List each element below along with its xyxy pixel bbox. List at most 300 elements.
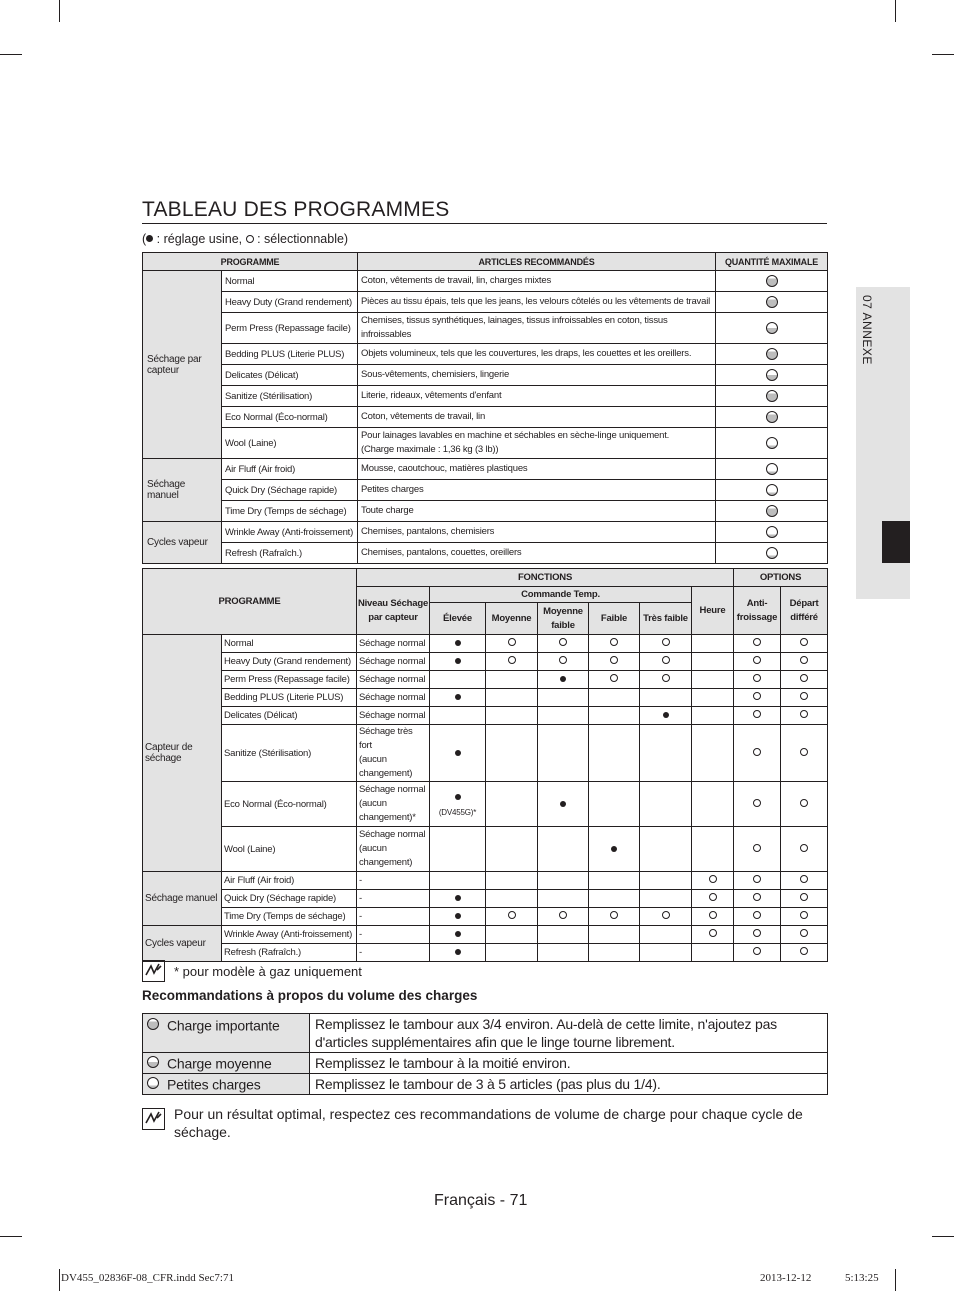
- function-cell: [692, 890, 734, 908]
- function-cell: [538, 944, 589, 962]
- max-quantity: [716, 480, 828, 501]
- dry-level: Séchage normal (aucun changement)*: [357, 782, 430, 827]
- program-name: Time Dry (Temps de séchage): [222, 501, 358, 522]
- note-pencil-icon: [142, 960, 165, 982]
- function-cell: [589, 725, 640, 782]
- recommended-articles: Chemises, pantalons, chemisiers: [358, 522, 716, 543]
- selectable-icon: [753, 893, 761, 901]
- program-name: Air Fluff (Air froid): [222, 872, 357, 890]
- load-description: Remplissez le tambour de 3 à 5 articles (pas plus du 1/4).: [310, 1074, 828, 1095]
- recommended-articles: Toute charge: [358, 501, 716, 522]
- function-cell: [430, 725, 486, 782]
- dry-level: -: [357, 908, 430, 926]
- program-name: Normal: [222, 635, 357, 653]
- dry-level: Séchage très fort (aucun changement): [357, 725, 430, 782]
- selectable-icon: [610, 911, 618, 919]
- program-group-label: Séchage manuel: [143, 872, 222, 926]
- page-number: Français - 71: [434, 1192, 528, 1209]
- selectable-icon: [753, 692, 761, 700]
- program-name: Perm Press (Repassage facile): [222, 671, 357, 689]
- column-header: QUANTITÉ MAXIMALE: [716, 253, 828, 271]
- function-cell: [589, 653, 640, 671]
- crop-mark: [59, 1269, 60, 1291]
- function-row: [143, 944, 828, 962]
- footer-time: 5:13:25: [845, 1272, 879, 1284]
- selectable-icon: [800, 875, 808, 883]
- max-quantity: [716, 292, 828, 313]
- function-cell: [781, 872, 828, 890]
- load-description: Remplissez le tambour aux 3/4 environ. Au-delà de cette limite, n'ajoutez pas d'articles supplémentaires afin que le linge tourne librement.: [310, 1014, 828, 1053]
- program-name: Normal: [222, 271, 358, 292]
- load-volume-table: [142, 1013, 828, 1095]
- factory-setting-icon: [455, 694, 461, 700]
- footer-date: 2013-12-12: [760, 1272, 812, 1284]
- function-cell: [781, 782, 828, 827]
- load-full-icon: [766, 505, 778, 517]
- title-divider: [142, 223, 827, 224]
- function-cell: [589, 782, 640, 827]
- column-header: Commande Temp.: [430, 587, 692, 603]
- program-row: [143, 501, 828, 522]
- program-articles-table: [142, 252, 828, 564]
- function-row: [143, 926, 828, 944]
- load-row: [143, 1014, 828, 1053]
- load-row: [143, 1053, 828, 1074]
- selectable-icon: [800, 656, 808, 664]
- recommended-articles: Sous-vêtements, chemisiers, lingerie: [358, 365, 716, 386]
- column-header: OPTIONS: [734, 569, 828, 587]
- function-cell: [538, 908, 589, 926]
- selectable-icon: [559, 656, 567, 664]
- program-name: Refresh (Rafraîch.): [222, 944, 357, 962]
- function-cell: [589, 944, 640, 962]
- function-cell: [692, 707, 734, 725]
- column-header: PROGRAMME: [143, 569, 357, 635]
- selectable-icon: [709, 929, 717, 937]
- program-name: Time Dry (Temps de séchage): [222, 908, 357, 926]
- dry-level: Séchage normal: [357, 707, 430, 725]
- dry-level: Séchage normal: [357, 671, 430, 689]
- selectable-icon: [800, 748, 808, 756]
- function-cell: [538, 827, 589, 872]
- column-header: Niveau Séchage par capteur: [357, 587, 430, 635]
- section-tab-label: 07 ANNEXE: [860, 295, 874, 365]
- function-cell: [781, 635, 828, 653]
- program-row: [143, 522, 828, 543]
- crop-mark: [895, 1269, 896, 1291]
- function-cell: [692, 653, 734, 671]
- program-name: Delicates (Délicat): [222, 707, 357, 725]
- section-tab-marker: [882, 521, 910, 563]
- symbol-legend: ( : réglage usine, : sélectionnable): [142, 232, 349, 246]
- function-cell: [589, 707, 640, 725]
- function-cell: [734, 635, 781, 653]
- program-name: Eco Normal (Éco-normal): [222, 782, 357, 827]
- recommended-articles: Petites charges: [358, 480, 716, 501]
- function-cell: [430, 827, 486, 872]
- function-cell: [486, 689, 538, 707]
- program-name: Perm Press (Repassage facile): [222, 313, 358, 344]
- function-cell: [734, 653, 781, 671]
- function-cell: [538, 671, 589, 689]
- load-half-icon: [766, 369, 778, 381]
- factory-setting-icon: [611, 846, 617, 852]
- program-group-label: Séchage manuel: [143, 459, 222, 522]
- program-row: [143, 313, 828, 344]
- dry-level: -: [357, 872, 430, 890]
- column-header: Départ différé: [781, 587, 828, 635]
- selectable-icon: [753, 710, 761, 718]
- function-cell: [734, 890, 781, 908]
- load-full-icon: [766, 411, 778, 423]
- program-name: Bedding PLUS (Literie PLUS): [222, 344, 358, 365]
- selectable-icon: [709, 875, 717, 883]
- function-cell: [692, 908, 734, 926]
- recommended-articles: Literie, rideaux, vêtements d'enfant: [358, 386, 716, 407]
- selectable-icon: [559, 911, 567, 919]
- program-name: Quick Dry (Séchage rapide): [222, 480, 358, 501]
- function-cell: [640, 782, 692, 827]
- function-cell: [734, 782, 781, 827]
- program-name: Air Fluff (Air froid): [222, 459, 358, 480]
- program-name: Wool (Laine): [222, 428, 358, 459]
- function-cell: [692, 782, 734, 827]
- selectable-icon: [753, 947, 761, 955]
- program-group-label: Séchage par capteur: [143, 271, 222, 459]
- load-small-icon: [766, 484, 778, 496]
- function-cell: [640, 827, 692, 872]
- crop-mark: [0, 54, 22, 55]
- function-cell: [734, 944, 781, 962]
- program-row: [143, 407, 828, 428]
- function-cell: [589, 689, 640, 707]
- program-name: Wool (Laine): [222, 827, 357, 872]
- function-cell: [486, 926, 538, 944]
- program-name: Wrinkle Away (Anti-froissement): [222, 926, 357, 944]
- selectable-icon: [753, 875, 761, 883]
- function-cell: [538, 926, 589, 944]
- function-row: [143, 890, 828, 908]
- factory-setting-icon: [455, 895, 461, 901]
- recommended-articles: Coton, vêtements de travail, lin: [358, 407, 716, 428]
- function-cell: [734, 926, 781, 944]
- selectable-icon: [662, 638, 670, 646]
- selectable-icon: [753, 929, 761, 937]
- function-cell: [430, 890, 486, 908]
- function-cell: [486, 944, 538, 962]
- load-small-icon: [766, 547, 778, 559]
- footer-file: DV455_02836F-08_CFR.indd Sec7:71: [61, 1272, 234, 1284]
- function-cell: [640, 908, 692, 926]
- model-note: (DV455G)*: [438, 807, 477, 817]
- function-cell: [538, 653, 589, 671]
- function-cell: [781, 725, 828, 782]
- factory-setting-icon: [560, 676, 566, 682]
- function-cell: [692, 872, 734, 890]
- function-cell: [486, 671, 538, 689]
- load-small-icon: [766, 463, 778, 475]
- load-label: Charge importante: [143, 1014, 310, 1053]
- program-row: [143, 365, 828, 386]
- recommended-articles: Pour lainages lavables en machine et séchables en sèche-linge uniquement. (Charge maximale : 1,36 kg (3 lb)): [358, 428, 716, 459]
- selectable-icon: [246, 235, 254, 243]
- function-cell: [781, 707, 828, 725]
- function-cell: [734, 689, 781, 707]
- function-cell: [538, 689, 589, 707]
- program-name: Heavy Duty (Grand rendement): [222, 653, 357, 671]
- section-tab: [856, 287, 910, 599]
- max-quantity: [716, 365, 828, 386]
- function-cell: [640, 689, 692, 707]
- selectable-icon: [800, 710, 808, 718]
- function-cell: [781, 944, 828, 962]
- selectable-icon: [753, 656, 761, 664]
- column-header: Anti-froissage: [734, 587, 781, 635]
- load-small-icon: [766, 526, 778, 538]
- program-name: Heavy Duty (Grand rendement): [222, 292, 358, 313]
- max-quantity: [716, 459, 828, 480]
- function-cell: [589, 872, 640, 890]
- selectable-icon: [508, 638, 516, 646]
- dry-level: Séchage normal: [357, 689, 430, 707]
- function-cell: [430, 635, 486, 653]
- selectable-icon: [508, 656, 516, 664]
- optimal-result-note: Pour un résultat optimal, respectez ces recommandations de volume de charge pour chaque cycle de séchage.: [174, 1106, 803, 1140]
- dry-level: -: [357, 890, 430, 908]
- column-header: Moyenne faible: [538, 603, 589, 635]
- function-cell: [640, 707, 692, 725]
- selectable-icon: [800, 893, 808, 901]
- dry-level: Séchage normal (aucun changement): [357, 827, 430, 872]
- function-row: [143, 707, 828, 725]
- program-row: [143, 428, 828, 459]
- max-quantity: [716, 501, 828, 522]
- function-cell: [781, 908, 828, 926]
- function-cell: [430, 872, 486, 890]
- recommended-articles: Mousse, caoutchouc, matières plastiques: [358, 459, 716, 480]
- factory-setting-icon: [455, 658, 461, 664]
- program-name: Eco Normal (Éco-normal): [222, 407, 358, 428]
- program-name: Sanitize (Stérilisation): [222, 386, 358, 407]
- function-cell: [734, 908, 781, 926]
- column-header: Heure: [692, 587, 734, 635]
- column-header: FONCTIONS: [357, 569, 734, 587]
- load-label: Charge moyenne: [143, 1053, 310, 1074]
- function-row: [143, 689, 828, 707]
- recommended-articles: Objets volumineux, tels que les couvertures, les draps, les couettes et les oreillers.: [358, 344, 716, 365]
- program-row: [143, 480, 828, 501]
- dry-level: -: [357, 926, 430, 944]
- program-row: [143, 543, 828, 564]
- function-row: [143, 653, 828, 671]
- load-row: [143, 1074, 828, 1095]
- program-row: [143, 344, 828, 365]
- function-cell: [486, 782, 538, 827]
- function-cell: [781, 827, 828, 872]
- selectable-icon: [709, 911, 717, 919]
- function-cell: [486, 872, 538, 890]
- function-cell: [589, 671, 640, 689]
- program-row: [143, 271, 828, 292]
- function-cell: [640, 635, 692, 653]
- max-quantity: [716, 543, 828, 564]
- selectable-icon: [610, 656, 618, 664]
- function-cell: [734, 725, 781, 782]
- function-cell: [589, 827, 640, 872]
- function-cell: [486, 827, 538, 872]
- dry-level: -: [357, 944, 430, 962]
- selectable-icon: [753, 799, 761, 807]
- program-row: [143, 459, 828, 480]
- function-cell: [781, 671, 828, 689]
- load-half-icon: [766, 322, 778, 334]
- column-header: Très faible: [640, 603, 692, 635]
- function-cell: [781, 689, 828, 707]
- function-cell: [734, 872, 781, 890]
- function-cell: [430, 671, 486, 689]
- selectable-icon: [800, 799, 808, 807]
- recommended-articles: Pièces au tissu épais, tels que les jeans, les velours côtelés ou les vêtements de travail: [358, 292, 716, 313]
- factory-setting-icon: [455, 794, 461, 800]
- load-full-icon: [766, 296, 778, 308]
- load-small-icon: [147, 1077, 159, 1089]
- program-row: [143, 292, 828, 313]
- selectable-icon: [753, 844, 761, 852]
- program-group-label: Cycles vapeur: [143, 522, 222, 564]
- function-cell: [734, 671, 781, 689]
- factory-setting-icon: [560, 801, 566, 807]
- function-cell: [430, 782, 486, 827]
- column-header: PROGRAMME: [143, 253, 358, 271]
- selectable-icon: [753, 674, 761, 682]
- dry-level: Séchage normal: [357, 653, 430, 671]
- selectable-icon: [800, 638, 808, 646]
- gas-model-note: * pour modèle à gaz uniquement: [174, 964, 362, 979]
- function-cell: [538, 635, 589, 653]
- function-cell: [692, 827, 734, 872]
- selectable-icon: [662, 674, 670, 682]
- function-cell: [781, 890, 828, 908]
- function-cell: [589, 908, 640, 926]
- function-row: [143, 827, 828, 872]
- selectable-icon: [508, 911, 516, 919]
- function-cell: [430, 926, 486, 944]
- load-full-icon: [766, 390, 778, 402]
- function-cell: [538, 890, 589, 908]
- recommendations-heading: Recommandations à propos du volume des charges: [142, 988, 478, 1003]
- max-quantity: [716, 428, 828, 459]
- function-cell: [430, 689, 486, 707]
- crop-mark: [932, 1236, 954, 1237]
- factory-setting-icon: [663, 712, 669, 718]
- function-cell: [781, 653, 828, 671]
- function-cell: [486, 890, 538, 908]
- function-cell: [486, 653, 538, 671]
- selectable-icon: [800, 692, 808, 700]
- program-name: Refresh (Rafraîch.): [222, 543, 358, 564]
- crop-mark: [932, 54, 954, 55]
- function-cell: [692, 944, 734, 962]
- selectable-icon: [800, 844, 808, 852]
- selectable-icon: [800, 929, 808, 937]
- program-row: [143, 386, 828, 407]
- function-row: [143, 671, 828, 689]
- program-name: Quick Dry (Séchage rapide): [222, 890, 357, 908]
- load-small-icon: [766, 437, 778, 449]
- dry-level: Séchage normal: [357, 635, 430, 653]
- column-header: ARTICLES RECOMMANDÉS: [358, 253, 716, 271]
- selectable-icon: [753, 638, 761, 646]
- recommended-articles: Chemises, pantalons, couettes, oreillers: [358, 543, 716, 564]
- load-label: Petites charges: [143, 1074, 310, 1095]
- factory-setting-icon: [455, 750, 461, 756]
- function-cell: [589, 890, 640, 908]
- function-cell: [486, 908, 538, 926]
- selectable-icon: [800, 911, 808, 919]
- factory-setting-icon: [455, 640, 461, 646]
- program-group-label: Cycles vapeur: [143, 926, 222, 962]
- function-cell: [692, 635, 734, 653]
- function-cell: [640, 944, 692, 962]
- function-cell: [640, 890, 692, 908]
- load-half-icon: [147, 1056, 159, 1068]
- function-cell: [538, 725, 589, 782]
- max-quantity: [716, 313, 828, 344]
- function-cell: [692, 689, 734, 707]
- function-cell: [538, 872, 589, 890]
- program-functions-table: [142, 568, 828, 962]
- selectable-icon: [662, 911, 670, 919]
- function-row: [143, 725, 828, 782]
- max-quantity: [716, 522, 828, 543]
- selectable-icon: [559, 638, 567, 646]
- factory-setting-icon: [455, 931, 461, 937]
- max-quantity: [716, 271, 828, 292]
- function-row: [143, 872, 828, 890]
- selectable-icon: [753, 911, 761, 919]
- function-cell: [640, 872, 692, 890]
- function-cell: [734, 827, 781, 872]
- function-cell: [486, 725, 538, 782]
- selectable-icon: [662, 656, 670, 664]
- function-cell: [589, 926, 640, 944]
- column-header: Élevée: [430, 603, 486, 635]
- program-name: Wrinkle Away (Anti-froissement): [222, 522, 358, 543]
- selectable-icon: [709, 893, 717, 901]
- function-cell: [589, 635, 640, 653]
- function-cell: [734, 707, 781, 725]
- factory-setting-icon: [455, 949, 461, 955]
- crop-mark: [895, 0, 896, 22]
- function-cell: [692, 926, 734, 944]
- function-cell: [640, 671, 692, 689]
- column-header: Moyenne: [486, 603, 538, 635]
- function-cell: [486, 707, 538, 725]
- factory-setting-icon: [455, 913, 461, 919]
- function-cell: [640, 653, 692, 671]
- function-row: [143, 782, 828, 827]
- selectable-icon: [753, 748, 761, 756]
- function-cell: [640, 725, 692, 782]
- note-pencil-icon: [142, 1108, 165, 1130]
- page-title: TABLEAU DES PROGRAMMES: [142, 198, 450, 221]
- function-cell: [430, 707, 486, 725]
- function-row: [143, 908, 828, 926]
- function-row: [143, 635, 828, 653]
- function-cell: [640, 926, 692, 944]
- max-quantity: [716, 344, 828, 365]
- selectable-icon: [610, 674, 618, 682]
